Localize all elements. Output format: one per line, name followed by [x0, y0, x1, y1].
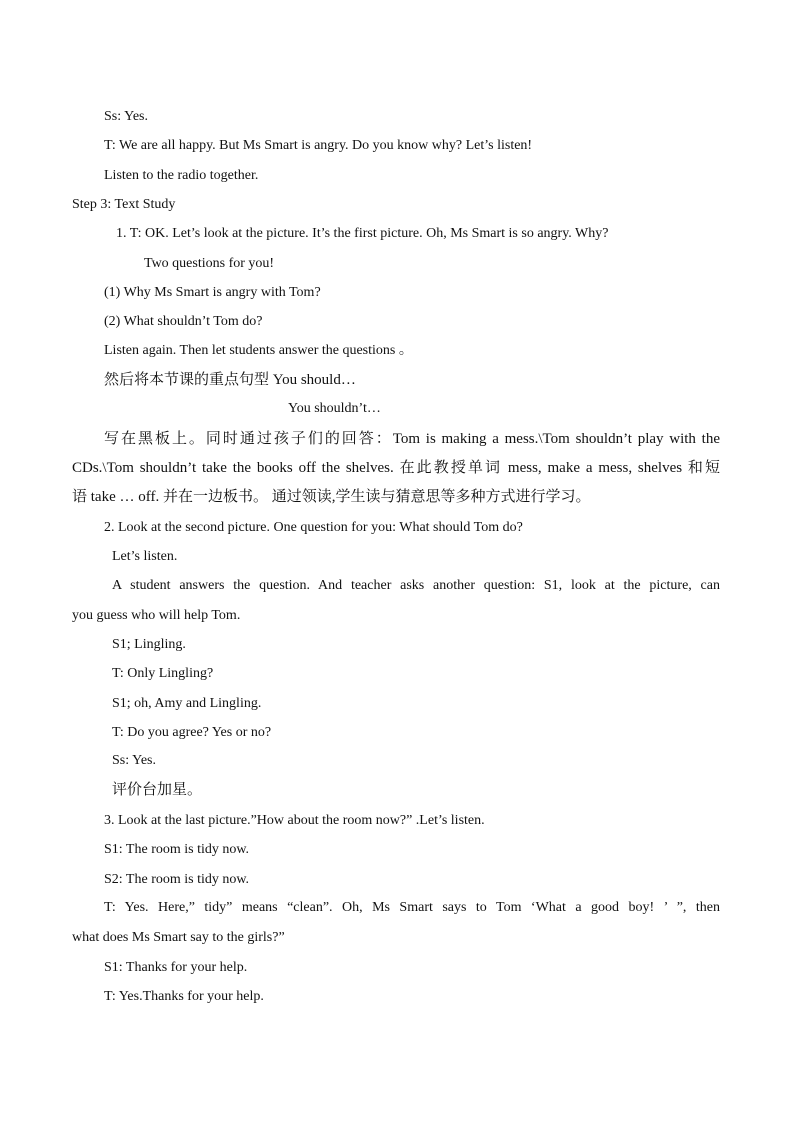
dialogue-line: S1: Thanks for your help.: [104, 960, 248, 975]
dialogue-line: T: Yes. Here,” tidy” means “clean”. Oh, Ms Smart says to Tom ‘What a good boy! ’ ”, then: [104, 900, 720, 915]
sentence-pattern: You shouldn’t…: [288, 401, 381, 416]
dialogue-line: T: Only Lingling?: [112, 666, 214, 681]
dialogue-line: Ss: Yes.: [112, 753, 156, 768]
dialogue-line: S2: The room is tidy now.: [104, 872, 250, 887]
numbered-item: 3. Look at the last picture.”How about the room now?” .Let’s listen.: [104, 813, 485, 828]
chinese-text-line: 评价台加星。: [112, 782, 203, 798]
dialogue-line: T: We are all happy. But Ms Smart is angry. Do you know why? Let’s listen!: [104, 138, 533, 153]
instruction-line: Listen again. Then let students answer the questions 。: [104, 343, 413, 358]
numbered-item: 1. T: OK. Let’s look at the picture. It’s the first picture. Oh, Ms Smart is so angry. Why?: [116, 226, 609, 241]
instruction-line: Listen to the radio together.: [104, 168, 259, 183]
dialogue-line: T: Do you agree? Yes or no?: [112, 725, 272, 740]
dialogue-line: S1; Lingling.: [112, 637, 186, 652]
numbered-item: 2. Look at the second picture. One question for you: What should Tom do?: [104, 520, 523, 535]
dialogue-line: S1: The room is tidy now.: [104, 842, 250, 857]
dialogue-line: T: Yes.Thanks for your help.: [104, 989, 264, 1004]
text-line: you guess who will help Tom.: [72, 608, 241, 623]
text-line: A student answers the question. And teacher asks another question: S1, look at the picture, can: [112, 578, 720, 593]
dialogue-line: what does Ms Smart say to the girls?”: [72, 930, 285, 945]
question-item: (1) Why Ms Smart is angry with Tom?: [104, 285, 321, 300]
chinese-text-line: 然后将本节课的重点句型 You should…: [104, 372, 356, 388]
text-line: Let’s listen.: [112, 549, 178, 564]
chinese-text-line: 写在黑板上。同时通过孩子们的回答：Tom is making a mess.\Tom shouldn’t play with the: [104, 431, 720, 447]
question-item: (2) What shouldn’t Tom do?: [104, 314, 263, 329]
chinese-text-line: CDs.\Tom shouldn’t take the books off the shelves. 在此教授单词 mess, make a mess, shelves 和短: [72, 460, 720, 476]
chinese-text-line: 语 take … off. 并在一边板书。 通过领读,学生读与猜意思等多种方式进行学习。: [72, 489, 591, 505]
dialogue-line: Ss: Yes.: [104, 109, 148, 124]
dialogue-line: S1; oh, Amy and Lingling.: [112, 696, 262, 711]
text-line: Two questions for you!: [144, 256, 275, 271]
step-heading: Step 3: Text Study: [72, 197, 176, 212]
